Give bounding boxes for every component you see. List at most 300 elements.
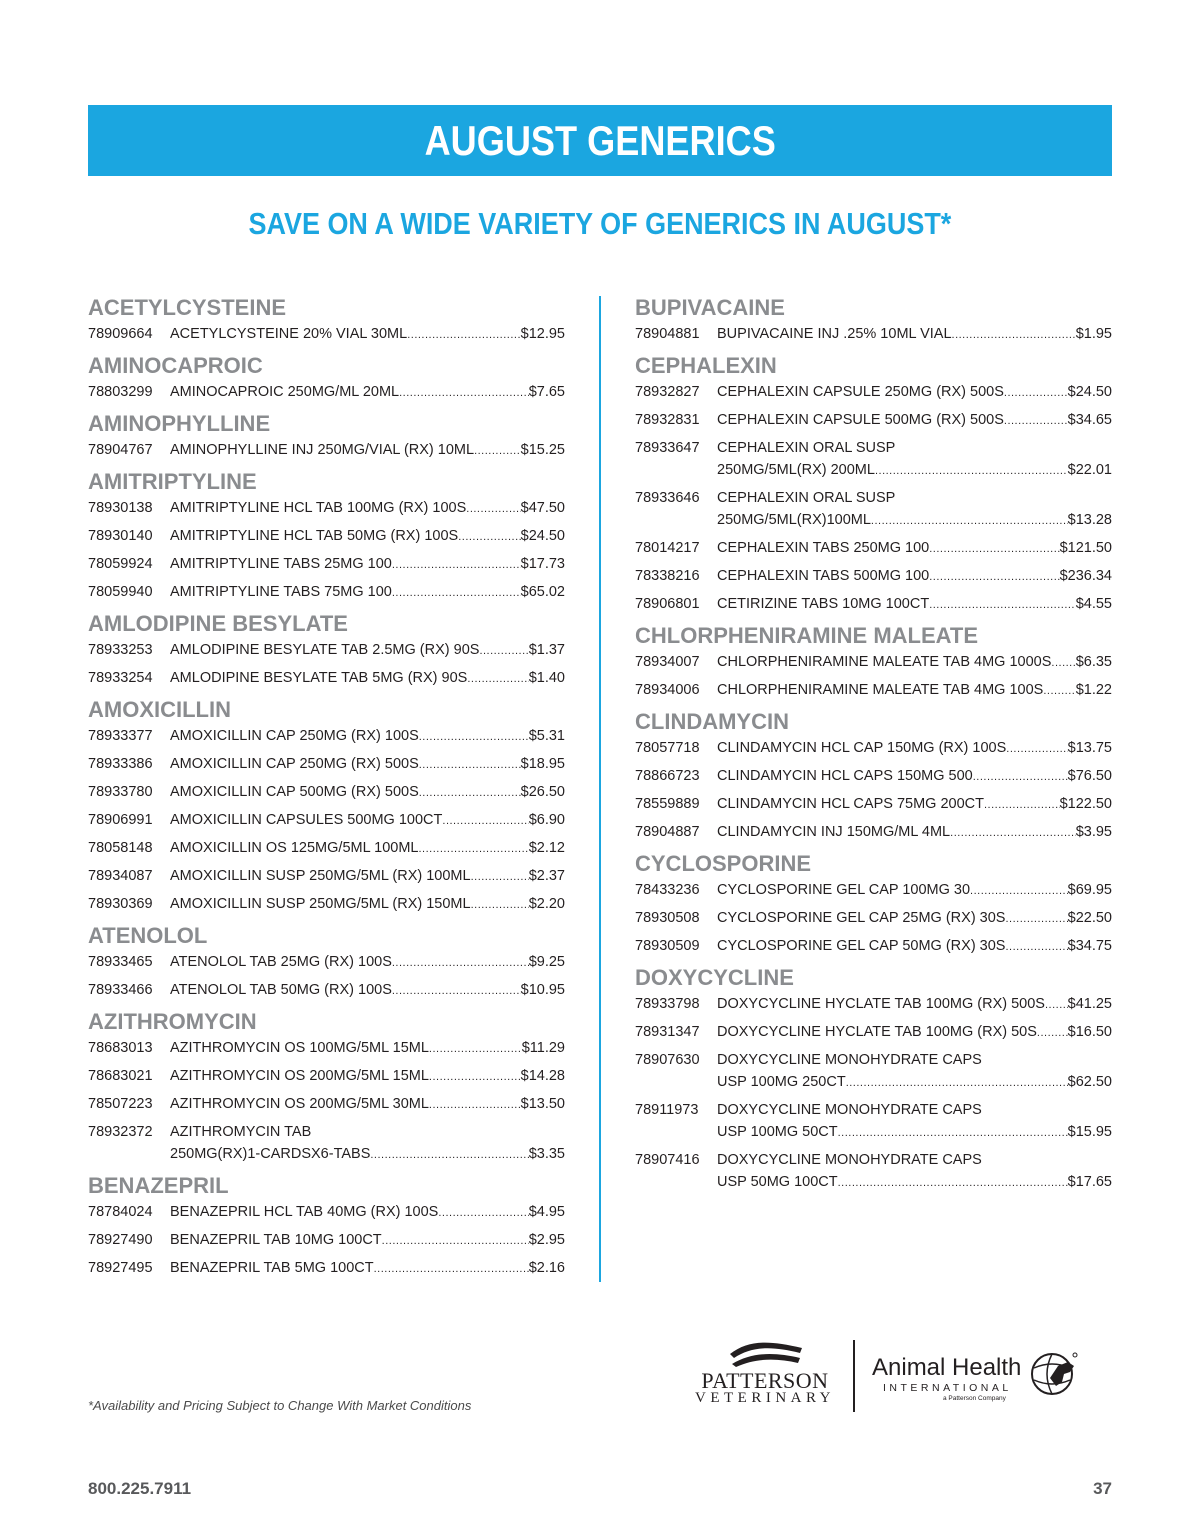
product-row — [635, 1149, 1112, 1194]
product-line — [717, 821, 1112, 844]
dot-leader — [875, 460, 1068, 482]
product-description: AMITRIPTYLINE HCL TAB 100MG (RX) 100S — [170, 500, 467, 516]
product-code: 78803299 — [88, 384, 153, 400]
dot-leader — [1045, 994, 1068, 1016]
product-price: $6.90 — [528, 812, 565, 828]
product-code: 78933254 — [88, 670, 153, 686]
product-row — [88, 581, 565, 604]
product-section — [88, 468, 565, 604]
product-description: DOXYCYCLINE HYCLATE TAB 100MG (RX) 50S — [717, 1024, 1037, 1040]
product-details — [170, 979, 565, 1002]
product-price: $17.65 — [1067, 1174, 1112, 1190]
product-details — [170, 667, 565, 690]
product-price: $3.35 — [528, 1146, 565, 1162]
product-description: USP 100MG 250CT — [717, 1074, 846, 1090]
product-description: AZITHROMYCIN OS 200MG/5ML 15ML — [170, 1068, 429, 1084]
product-description: CEPHALEXIN ORAL SUSP — [717, 490, 896, 506]
product-code: 78904767 — [88, 442, 153, 458]
product-price: $2.20 — [528, 896, 565, 912]
product-row — [88, 639, 565, 662]
product-code: 78907416 — [635, 1152, 700, 1168]
product-section — [88, 352, 565, 404]
product-row — [635, 1021, 1112, 1044]
product-description: CLINDAMYCIN HCL CAPS 75MG 200CT — [717, 796, 984, 812]
product-price: $121.50 — [1059, 540, 1112, 556]
product-details — [170, 1257, 565, 1280]
product-description: BENAZEPRIL TAB 5MG 100CT — [170, 1260, 374, 1276]
dot-leader — [838, 1122, 1068, 1144]
dot-leader — [418, 838, 528, 860]
dot-leader — [429, 1038, 522, 1060]
product-line — [717, 907, 1112, 930]
product-description: CYCLOSPORINE GEL CAP 100MG 30 — [717, 882, 971, 898]
product-code: 78014217 — [635, 540, 700, 556]
product-code: 78784024 — [88, 1204, 153, 1220]
product-details — [170, 865, 565, 888]
product-description: ATENOLOL TAB 50MG (RX) 100S — [170, 982, 392, 998]
product-line — [170, 979, 565, 1002]
product-price: $22.01 — [1067, 462, 1112, 478]
dot-leader — [474, 440, 521, 462]
product-price: $5.31 — [528, 728, 565, 744]
product-line — [170, 1121, 565, 1143]
product-price: $34.65 — [1067, 412, 1112, 428]
dot-leader — [392, 952, 529, 974]
patterson-swoosh-logo — [728, 1342, 804, 1368]
product-code: 78058148 — [88, 840, 153, 856]
product-line — [170, 667, 565, 690]
product-price: $22.50 — [1067, 910, 1112, 926]
product-price: $236.34 — [1059, 568, 1112, 584]
product-description: DOXYCYCLINE MONOHYDRATE CAPS — [717, 1152, 982, 1168]
product-price: $1.95 — [1075, 326, 1112, 342]
animal-health-logo-text: Animal Health — [872, 1354, 1022, 1381]
dot-leader — [438, 1202, 528, 1224]
product-row — [88, 439, 565, 462]
product-line — [717, 935, 1112, 958]
section-heading: CLINDAMYCIN — [635, 709, 789, 734]
product-description: ATENOLOL TAB 25MG (RX) 100S — [170, 954, 392, 970]
product-line — [717, 765, 1112, 788]
product-price: $1.37 — [528, 642, 565, 658]
product-section — [88, 1172, 565, 1280]
section-heading: BENAZEPRIL — [88, 1173, 229, 1198]
product-section — [635, 708, 1112, 844]
dot-leader — [399, 382, 529, 404]
product-details — [717, 651, 1112, 674]
column-divider — [599, 296, 601, 1282]
product-price: $41.25 — [1067, 996, 1112, 1012]
product-details — [170, 1201, 565, 1224]
dot-leader — [871, 510, 1068, 532]
dot-leader — [929, 594, 1076, 616]
page-number: 37 — [1093, 1479, 1112, 1498]
product-details — [170, 753, 565, 776]
product-details — [170, 1093, 565, 1116]
product-row — [635, 565, 1112, 588]
product-section — [88, 610, 565, 690]
dot-leader — [973, 766, 1068, 788]
product-description: CEPHALEXIN TABS 500MG 100 — [717, 568, 930, 584]
page-subtitle — [0, 206, 1200, 242]
product-code: 78933377 — [88, 728, 153, 744]
product-row — [88, 525, 565, 548]
section-heading: BUPIVACAINE — [635, 295, 785, 320]
product-description: AMOXICILLIN CAP 500MG (RX) 500S — [170, 784, 419, 800]
product-line — [717, 679, 1112, 702]
product-row — [88, 381, 565, 404]
dot-leader — [429, 1094, 521, 1116]
product-code: 78931347 — [635, 1024, 700, 1040]
product-row — [88, 1201, 565, 1224]
product-row — [635, 537, 1112, 560]
product-details — [717, 1021, 1112, 1044]
product-row — [635, 381, 1112, 404]
product-price: $13.75 — [1067, 740, 1112, 756]
dot-leader — [1005, 908, 1067, 930]
product-description: DOXYCYCLINE HYCLATE TAB 100MG (RX) 500S — [717, 996, 1045, 1012]
product-description: USP 100MG 50CT — [717, 1124, 838, 1140]
product-details — [717, 487, 1112, 532]
dot-leader — [458, 526, 520, 548]
product-row — [88, 323, 565, 346]
product-details — [170, 781, 565, 804]
product-row — [88, 1121, 565, 1166]
product-line — [170, 439, 565, 462]
product-details — [717, 737, 1112, 760]
product-price: $9.25 — [528, 954, 565, 970]
product-price: $12.95 — [520, 326, 565, 342]
product-row — [88, 1257, 565, 1280]
product-code: 78683021 — [88, 1068, 153, 1084]
product-details — [170, 809, 565, 832]
product-section — [635, 964, 1112, 1194]
product-line — [170, 1143, 565, 1166]
dot-leader — [370, 1144, 528, 1166]
dot-leader — [392, 554, 521, 576]
product-row — [635, 935, 1112, 958]
product-price: $16.50 — [1067, 1024, 1112, 1040]
product-description: DOXYCYCLINE MONOHYDRATE CAPS — [717, 1102, 982, 1118]
product-section — [88, 410, 565, 462]
product-description: AMLODIPINE BESYLATE TAB 5MG (RX) 90S — [170, 670, 468, 686]
section-heading: CEPHALEXIN — [635, 353, 777, 378]
product-code: 78933647 — [635, 440, 700, 456]
product-code: 78927495 — [88, 1260, 153, 1276]
product-code: 78930138 — [88, 500, 153, 516]
product-row — [635, 593, 1112, 616]
product-description: BENAZEPRIL TAB 10MG 100CT — [170, 1232, 382, 1248]
product-price: $15.95 — [1067, 1124, 1112, 1140]
product-row — [635, 1099, 1112, 1144]
product-price: $76.50 — [1067, 768, 1112, 784]
dot-leader — [479, 640, 528, 662]
product-code: 78338216 — [635, 568, 700, 584]
product-section — [635, 622, 1112, 702]
product-price: $1.40 — [528, 670, 565, 686]
product-section — [635, 294, 1112, 346]
product-line — [717, 459, 1112, 482]
product-code: 78507223 — [88, 1096, 153, 1112]
product-code: 78933465 — [88, 954, 153, 970]
product-details — [170, 951, 565, 974]
product-code: 78911973 — [635, 1102, 699, 1118]
dot-leader — [1005, 936, 1067, 958]
product-description: CETIRIZINE TABS 10MG 100CT — [717, 596, 930, 612]
patterson-logo-subtext: VETERINARY — [695, 1390, 835, 1406]
product-description: AMOXICILLIN SUSP 250MG/5ML (RX) 100ML — [170, 868, 471, 884]
product-code: 78559889 — [635, 796, 700, 812]
product-code: 78433236 — [635, 882, 700, 898]
product-description: AMLODIPINE BESYLATE TAB 2.5MG (RX) 90S — [170, 642, 480, 658]
product-section — [88, 294, 565, 346]
product-details — [717, 765, 1112, 788]
product-line — [170, 725, 565, 748]
product-details — [170, 497, 565, 520]
patterson-logo-text: PATTERSON — [701, 1368, 829, 1393]
product-row — [635, 437, 1112, 482]
product-row — [88, 865, 565, 888]
dot-leader — [970, 880, 1068, 902]
product-price: $2.16 — [528, 1260, 565, 1276]
product-details — [717, 907, 1112, 930]
product-details — [717, 679, 1112, 702]
product-line — [170, 951, 565, 974]
dot-leader — [1004, 382, 1068, 404]
product-description: CLINDAMYCIN HCL CAPS 150MG 500 — [717, 768, 973, 784]
product-details — [717, 993, 1112, 1016]
dot-leader — [984, 794, 1060, 816]
product-price: $24.50 — [520, 528, 565, 544]
product-description: CHLORPHENIRAMINE MALEATE TAB 4MG 100S — [717, 682, 1044, 698]
animal-globe-icon — [1028, 1348, 1080, 1400]
product-line — [717, 879, 1112, 902]
product-price: $13.50 — [520, 1096, 565, 1112]
dot-leader — [392, 582, 521, 604]
product-code: 78683013 — [88, 1040, 153, 1056]
product-details — [717, 565, 1112, 588]
product-line — [170, 381, 565, 404]
product-row — [635, 765, 1112, 788]
dot-leader — [1037, 1022, 1068, 1044]
dot-leader — [419, 754, 521, 776]
product-code: 78934087 — [88, 868, 153, 884]
product-description: AMOXICILLIN OS 125MG/5ML 100ML — [170, 840, 419, 856]
product-price: $47.50 — [520, 500, 565, 516]
section-heading: ACETYLCYSTEINE — [88, 295, 287, 320]
dot-leader — [1004, 410, 1068, 432]
product-code: 78909664 — [88, 326, 153, 342]
product-line — [717, 381, 1112, 404]
dot-leader — [929, 566, 1059, 588]
product-line — [170, 893, 565, 916]
product-code: 78059924 — [88, 556, 153, 572]
product-details — [717, 1149, 1112, 1194]
product-line — [170, 1093, 565, 1116]
product-description: USP 50MG 100CT — [717, 1174, 838, 1190]
product-line — [170, 865, 565, 888]
product-description: CEPHALEXIN CAPSULE 500MG (RX) 500S — [717, 412, 1004, 428]
product-code: 78930509 — [635, 938, 700, 954]
product-price: $6.35 — [1075, 654, 1112, 670]
product-section — [88, 696, 565, 916]
product-description: AMINOPHYLLINE INJ 250MG/VIAL (RX) 10ML — [170, 442, 475, 458]
product-row — [88, 1037, 565, 1060]
product-price: $2.37 — [528, 868, 565, 884]
dot-leader — [467, 668, 528, 690]
product-description: AMOXICILLIN CAP 250MG (RX) 100S — [170, 728, 419, 744]
product-code: 78933798 — [635, 996, 700, 1012]
product-line — [717, 537, 1112, 560]
product-line — [170, 1037, 565, 1060]
product-row — [88, 951, 565, 974]
product-description: AMOXICILLIN CAPSULES 500MG 100CT — [170, 812, 443, 828]
product-price: $4.95 — [528, 1204, 565, 1220]
section-heading: AMITRIPTYLINE — [88, 469, 257, 494]
product-line — [717, 737, 1112, 760]
right-product-column — [635, 294, 1112, 1200]
product-details — [717, 1099, 1112, 1144]
product-line — [170, 781, 565, 804]
product-line — [717, 1021, 1112, 1044]
product-details — [717, 593, 1112, 616]
product-price: $1.22 — [1075, 682, 1112, 698]
product-line — [170, 1201, 565, 1224]
product-details — [170, 1229, 565, 1252]
product-line — [717, 593, 1112, 616]
product-description: ACETYLCYSTEINE 20% VIAL 30ML — [170, 326, 408, 342]
product-details — [170, 581, 565, 604]
product-code: 78930508 — [635, 910, 700, 926]
product-row — [88, 667, 565, 690]
product-price: $3.95 — [1075, 824, 1112, 840]
product-description: 250MG/5ML(RX)100ML — [717, 512, 871, 528]
product-section — [635, 850, 1112, 958]
product-code: 78866723 — [635, 768, 700, 784]
product-description: AZITHROMYCIN OS 200MG/5ML 30ML — [170, 1096, 429, 1112]
product-line — [717, 437, 1112, 459]
product-details — [717, 821, 1112, 844]
dot-leader — [471, 894, 529, 916]
product-price: $34.75 — [1067, 938, 1112, 954]
product-details — [170, 837, 565, 860]
product-details — [717, 537, 1112, 560]
product-price: $2.95 — [528, 1232, 565, 1248]
section-heading: AMINOCAPROIC — [88, 353, 263, 378]
product-details — [170, 1065, 565, 1088]
product-row — [88, 1093, 565, 1116]
section-heading: AZITHROMYCIN — [88, 1009, 257, 1034]
product-code: 78904887 — [635, 824, 700, 840]
product-row — [88, 725, 565, 748]
product-row — [88, 1065, 565, 1088]
product-details — [170, 1121, 565, 1166]
dot-leader — [429, 1066, 521, 1088]
product-code: 78934006 — [635, 682, 700, 698]
product-row — [635, 821, 1112, 844]
product-code: 78906801 — [635, 596, 700, 612]
product-details — [717, 793, 1112, 816]
product-details — [717, 879, 1112, 902]
dot-leader — [442, 810, 528, 832]
product-code: 78930140 — [88, 528, 153, 544]
product-details — [170, 553, 565, 576]
section-heading: AMLODIPINE BESYLATE — [88, 611, 348, 636]
product-details — [170, 725, 565, 748]
product-row — [88, 781, 565, 804]
product-price: $26.50 — [520, 784, 565, 800]
product-line — [170, 553, 565, 576]
product-line — [170, 753, 565, 776]
dot-leader — [1043, 680, 1075, 702]
product-row — [635, 679, 1112, 702]
product-price: $2.12 — [528, 840, 565, 856]
product-code: 78904881 — [635, 326, 700, 342]
phone-number: 800.225.7911 — [88, 1479, 192, 1498]
product-details — [170, 639, 565, 662]
product-details — [717, 409, 1112, 432]
product-line — [170, 809, 565, 832]
product-row — [635, 323, 1112, 346]
product-row — [635, 793, 1112, 816]
product-price: $17.73 — [520, 556, 565, 572]
product-description: 250MG/5ML(RX) 200ML — [717, 462, 875, 478]
product-code: 78057718 — [635, 740, 700, 756]
product-description: CLINDAMYCIN INJ 150MG/ML 4ML — [717, 824, 951, 840]
product-line — [170, 1065, 565, 1088]
page-title: AUGUST GENERICS — [424, 116, 776, 164]
section-heading: ATENOLOL — [88, 923, 208, 948]
product-price: $4.55 — [1075, 596, 1112, 612]
product-details — [717, 381, 1112, 404]
product-description: AZITHROMYCIN TAB — [170, 1124, 312, 1140]
dot-leader — [1006, 738, 1067, 760]
product-code: 78059940 — [88, 584, 153, 600]
section-heading: AMOXICILLIN — [88, 697, 231, 722]
page-subtitle-text: SAVE ON A WIDE VARIETY OF GENERICS IN AUGUST* — [248, 206, 952, 241]
product-line — [717, 509, 1112, 532]
product-description: CYCLOSPORINE GEL CAP 25MG (RX) 30S — [717, 910, 1006, 926]
footnote: *Availability and Pricing Subject to Change With Market Conditions — [88, 1398, 472, 1413]
product-price: $11.29 — [521, 1040, 565, 1056]
product-code: 78933646 — [635, 490, 700, 506]
animal-health-logo-subtext: INTERNATIONAL — [883, 1382, 1012, 1394]
product-line — [170, 1257, 565, 1280]
dot-leader — [846, 1072, 1068, 1094]
dot-leader — [838, 1172, 1068, 1194]
product-description: CEPHALEXIN CAPSULE 250MG (RX) 500S — [717, 384, 1004, 400]
product-section — [88, 1008, 565, 1166]
product-details — [170, 381, 565, 404]
animal-health-tagline: a Patterson Company — [943, 1395, 1006, 1402]
product-details — [170, 439, 565, 462]
product-price: $15.25 — [520, 442, 565, 458]
product-description: AZITHROMYCIN OS 100MG/5ML 15ML — [170, 1040, 429, 1056]
product-row — [88, 497, 565, 520]
product-price: $24.50 — [1067, 384, 1112, 400]
product-row — [88, 893, 565, 916]
section-heading: AMINOPHYLLINE — [88, 411, 271, 436]
product-line — [170, 581, 565, 604]
product-description: BUPIVACAINE INJ .25% 10ML VIAL — [717, 326, 952, 342]
product-line — [717, 565, 1112, 588]
product-line — [717, 1149, 1112, 1171]
product-line — [717, 487, 1112, 509]
product-line — [170, 323, 565, 346]
product-price: $18.95 — [520, 756, 565, 772]
dot-leader — [471, 866, 529, 888]
product-line — [717, 1121, 1112, 1144]
